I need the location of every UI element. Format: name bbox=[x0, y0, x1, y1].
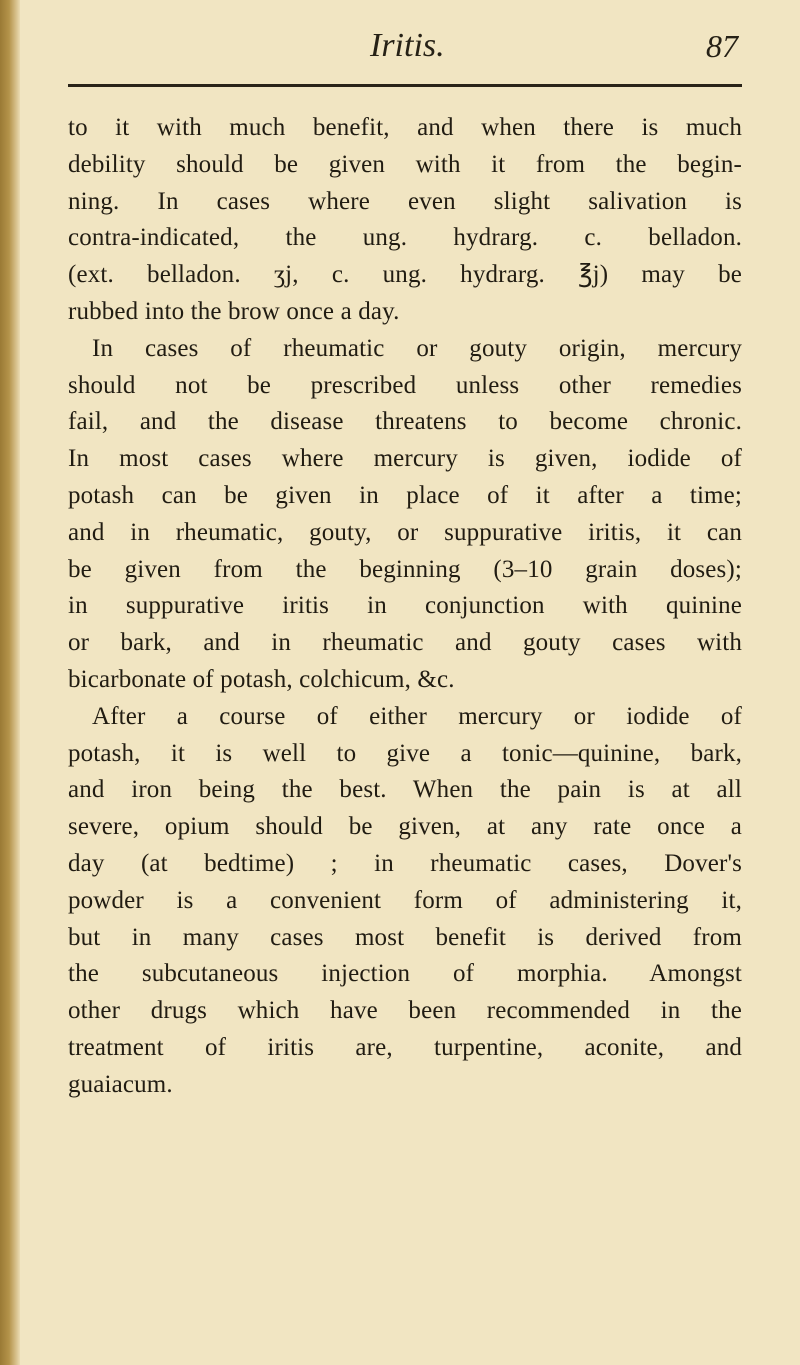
page-gutter-shadow bbox=[0, 0, 20, 1365]
page-header bbox=[0, 26, 800, 70]
text-line: or bark, and in rheumatic and gouty cases with bbox=[68, 629, 742, 657]
text-line: (ext. belladon. ʒj, c. ung. hydrarg. ℥j) may be bbox=[68, 261, 742, 289]
text-line: and iron being the best. When the pain is at all bbox=[68, 776, 742, 804]
page-number: 87 bbox=[706, 28, 738, 64]
text-line: potash can be given in place of it after a time; bbox=[68, 481, 742, 509]
text-line: to it with much benefit, and when there is much bbox=[68, 114, 742, 141]
text-line: should not be prescribed unless other remedies bbox=[68, 371, 742, 399]
text-line: debility should be given with it from the begin- bbox=[68, 150, 742, 178]
text-line: treatment of iritis are, turpentine, aconite, and bbox=[68, 1033, 742, 1061]
header-rule bbox=[68, 84, 742, 87]
body-text bbox=[68, 110, 742, 1104]
text-line: bicarbonate of potash, colchicum, &c. bbox=[68, 665, 455, 693]
text-line: other drugs which have been recommended in the bbox=[68, 997, 742, 1025]
text-line: severe, opium should be given, at any rate once a bbox=[68, 813, 742, 841]
text-line: but in many cases most benefit is derived from bbox=[68, 923, 742, 951]
text-line: After a course of either mercury or iodide of bbox=[92, 702, 742, 730]
text-line: be given from the beginning (3–10 grain doses); bbox=[68, 555, 742, 583]
text-line: the subcutaneous injection of morphia. Amongst bbox=[68, 960, 742, 988]
text-line: contra-indicated, the ung. hydrarg. c. belladon. bbox=[68, 224, 742, 252]
text-line: and in rheumatic, gouty, or suppurative iritis, it can bbox=[68, 518, 742, 546]
text-line: potash, it is well to give a tonic—quinine, bark, bbox=[68, 739, 742, 767]
text-line: fail, and the disease threatens to become chronic. bbox=[68, 408, 742, 436]
text-line: in suppurative iritis in conjunction with quinine bbox=[68, 592, 742, 620]
text-line: rubbed into the brow once a day. bbox=[68, 297, 400, 325]
running-title: Iritis. bbox=[370, 27, 445, 64]
text-line: day (at bedtime) ; in rheumatic cases, Dover's bbox=[68, 849, 742, 877]
text-line: In cases of rheumatic or gouty origin, mercury bbox=[92, 334, 742, 362]
text-line: powder is a convenient form of administering it, bbox=[68, 886, 742, 914]
text-line: guaiacum. bbox=[68, 1070, 173, 1098]
text-line: In most cases where mercury is given, iodide of bbox=[68, 445, 742, 473]
text-line: ning. In cases where even slight salivation is bbox=[68, 187, 742, 215]
